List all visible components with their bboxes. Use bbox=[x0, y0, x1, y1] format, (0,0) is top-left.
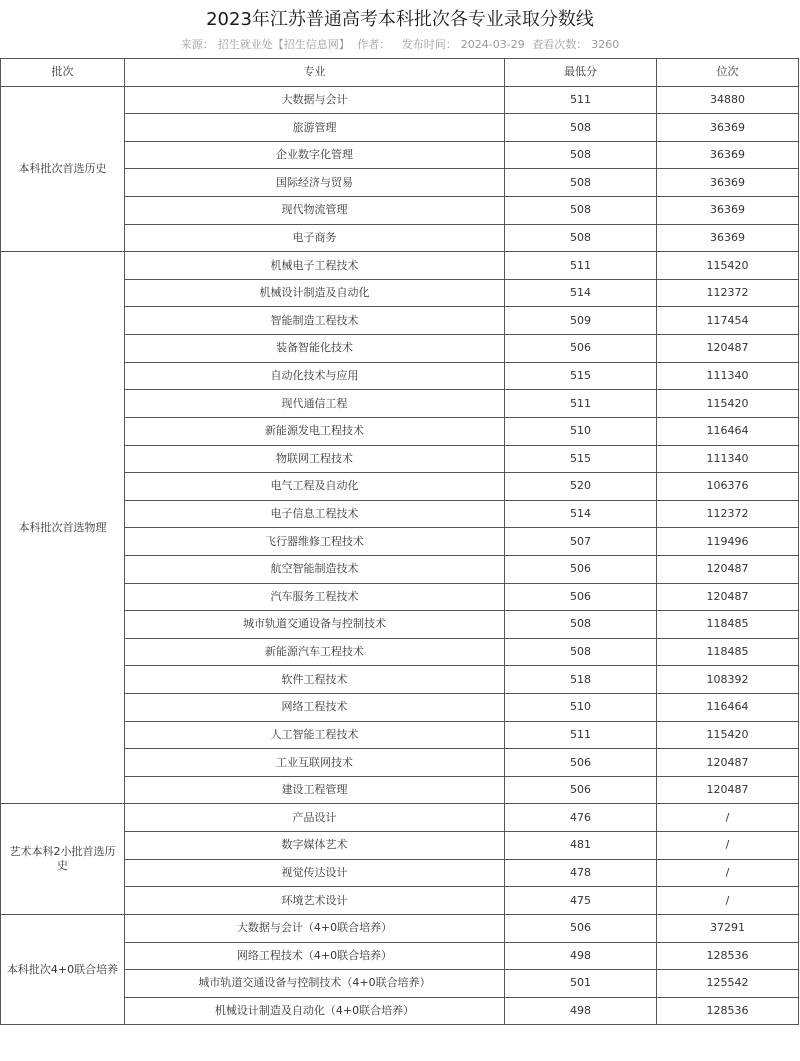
rank-cell: 115420 bbox=[657, 252, 799, 280]
major-cell: 电气工程及自动化 bbox=[125, 473, 505, 501]
rank-cell: / bbox=[657, 887, 799, 915]
major-cell: 城市轨道交通设备与控制技术（4+0联合培养） bbox=[125, 970, 505, 998]
table-row bbox=[1, 252, 799, 280]
min-score-cell: 508 bbox=[505, 114, 657, 142]
min-score-cell: 515 bbox=[505, 445, 657, 473]
min-score-cell: 511 bbox=[505, 252, 657, 280]
column-header-rank: 位次 bbox=[657, 59, 799, 87]
min-score-cell: 506 bbox=[505, 335, 657, 363]
major-cell: 电子商务 bbox=[125, 224, 505, 252]
min-score-cell: 506 bbox=[505, 749, 657, 777]
rank-cell: 34880 bbox=[657, 86, 799, 114]
table-body bbox=[1, 86, 799, 1025]
rank-cell: / bbox=[657, 859, 799, 887]
author-label: 作者： bbox=[357, 38, 391, 51]
rank-cell: 125542 bbox=[657, 970, 799, 998]
major-cell: 新能源汽车工程技术 bbox=[125, 638, 505, 666]
rank-cell: 111340 bbox=[657, 362, 799, 390]
rank-cell: 112372 bbox=[657, 500, 799, 528]
major-cell: 工业互联网技术 bbox=[125, 749, 505, 777]
major-cell: 现代通信工程 bbox=[125, 390, 505, 418]
batch-cell: 本科批次4+0联合培养 bbox=[1, 914, 125, 1024]
publish-date: 2024-03-29 bbox=[460, 38, 525, 51]
min-score-cell: 501 bbox=[505, 970, 657, 998]
rank-cell: 36369 bbox=[657, 197, 799, 225]
batch-cell: 本科批次首选物理 bbox=[1, 252, 125, 804]
major-cell: 现代物流管理 bbox=[125, 197, 505, 225]
major-cell: 机械设计制造及自动化 bbox=[125, 279, 505, 307]
major-cell: 国际经济与贸易 bbox=[125, 169, 505, 197]
major-cell: 城市轨道交通设备与控制技术 bbox=[125, 611, 505, 639]
min-score-cell: 510 bbox=[505, 694, 657, 722]
major-cell: 视觉传达设计 bbox=[125, 859, 505, 887]
rank-cell: 128536 bbox=[657, 942, 799, 970]
views-label: 查看次数： bbox=[532, 38, 588, 51]
min-score-cell: 476 bbox=[505, 804, 657, 832]
table-row bbox=[1, 86, 799, 114]
min-score-cell: 511 bbox=[505, 390, 657, 418]
rank-cell: / bbox=[657, 804, 799, 832]
rank-cell: 120487 bbox=[657, 749, 799, 777]
rank-cell: 36369 bbox=[657, 169, 799, 197]
min-score-cell: 507 bbox=[505, 528, 657, 556]
publish-label: 发布时间： bbox=[401, 38, 457, 51]
major-cell: 机械设计制造及自动化（4+0联合培养） bbox=[125, 997, 505, 1025]
rank-cell: 36369 bbox=[657, 141, 799, 169]
rank-cell: 36369 bbox=[657, 224, 799, 252]
major-cell: 电子信息工程技术 bbox=[125, 500, 505, 528]
major-cell: 环境艺术设计 bbox=[125, 887, 505, 915]
rank-cell: 128536 bbox=[657, 997, 799, 1025]
min-score-cell: 520 bbox=[505, 473, 657, 501]
batch-cell: 本科批次首选历史 bbox=[1, 86, 125, 252]
major-cell: 大数据与会计 bbox=[125, 86, 505, 114]
table-row bbox=[1, 804, 799, 832]
rank-cell: 119496 bbox=[657, 528, 799, 556]
rank-cell: 118485 bbox=[657, 638, 799, 666]
min-score-cell: 518 bbox=[505, 666, 657, 694]
major-cell: 建设工程管理 bbox=[125, 776, 505, 804]
major-cell: 企业数字化管理 bbox=[125, 141, 505, 169]
major-cell: 飞行器维修工程技术 bbox=[125, 528, 505, 556]
major-cell: 产品设计 bbox=[125, 804, 505, 832]
source-link[interactable]: 招生就业处【招生信息网】 bbox=[217, 38, 350, 51]
min-score-cell: 514 bbox=[505, 500, 657, 528]
min-score-cell: 508 bbox=[505, 197, 657, 225]
min-score-cell: 511 bbox=[505, 86, 657, 114]
major-cell: 机械电子工程技术 bbox=[125, 252, 505, 280]
major-cell: 装备智能化技术 bbox=[125, 335, 505, 363]
min-score-cell: 515 bbox=[505, 362, 657, 390]
views-count: 3260 bbox=[591, 38, 620, 51]
major-cell: 人工智能工程技术 bbox=[125, 721, 505, 749]
article-meta bbox=[0, 38, 800, 52]
min-score-cell: 506 bbox=[505, 583, 657, 611]
major-cell: 汽车服务工程技术 bbox=[125, 583, 505, 611]
min-score-cell: 508 bbox=[505, 141, 657, 169]
major-cell: 航空智能制造技术 bbox=[125, 555, 505, 583]
min-score-cell: 506 bbox=[505, 555, 657, 583]
major-cell: 大数据与会计（4+0联合培养） bbox=[125, 914, 505, 942]
major-cell: 软件工程技术 bbox=[125, 666, 505, 694]
source-label: 来源： bbox=[180, 38, 214, 51]
min-score-cell: 498 bbox=[505, 997, 657, 1025]
min-score-cell: 478 bbox=[505, 859, 657, 887]
rank-cell: 120487 bbox=[657, 776, 799, 804]
table-row bbox=[1, 914, 799, 942]
min-score-cell: 481 bbox=[505, 832, 657, 860]
rank-cell: 120487 bbox=[657, 583, 799, 611]
rank-cell: 117454 bbox=[657, 307, 799, 335]
min-score-cell: 506 bbox=[505, 914, 657, 942]
major-cell: 旅游管理 bbox=[125, 114, 505, 142]
min-score-cell: 508 bbox=[505, 638, 657, 666]
major-cell: 数字媒体艺术 bbox=[125, 832, 505, 860]
page-title: 2023年江苏普通高考本科批次各专业录取分数线 bbox=[206, 9, 594, 30]
major-cell: 网络工程技术（4+0联合培养） bbox=[125, 942, 505, 970]
rank-cell: 36369 bbox=[657, 114, 799, 142]
rank-cell: 116464 bbox=[657, 694, 799, 722]
major-cell: 新能源发电工程技术 bbox=[125, 417, 505, 445]
rank-cell: / bbox=[657, 832, 799, 860]
table-header-row bbox=[1, 59, 799, 87]
column-header-min-score: 最低分 bbox=[505, 59, 657, 87]
min-score-cell: 508 bbox=[505, 169, 657, 197]
min-score-cell: 498 bbox=[505, 942, 657, 970]
min-score-cell: 475 bbox=[505, 887, 657, 915]
min-score-cell: 508 bbox=[505, 224, 657, 252]
min-score-cell: 514 bbox=[505, 279, 657, 307]
rank-cell: 112372 bbox=[657, 279, 799, 307]
column-header-batch: 批次 bbox=[1, 59, 125, 87]
rank-cell: 116464 bbox=[657, 417, 799, 445]
min-score-cell: 510 bbox=[505, 417, 657, 445]
rank-cell: 108392 bbox=[657, 666, 799, 694]
rank-cell: 120487 bbox=[657, 335, 799, 363]
rank-cell: 106376 bbox=[657, 473, 799, 501]
major-cell: 物联网工程技术 bbox=[125, 445, 505, 473]
major-cell: 自动化技术与应用 bbox=[125, 362, 505, 390]
column-header-major: 专业 bbox=[125, 59, 505, 87]
rank-cell: 115420 bbox=[657, 390, 799, 418]
major-cell: 智能制造工程技术 bbox=[125, 307, 505, 335]
rank-cell: 111340 bbox=[657, 445, 799, 473]
min-score-cell: 509 bbox=[505, 307, 657, 335]
min-score-cell: 508 bbox=[505, 611, 657, 639]
rank-cell: 120487 bbox=[657, 555, 799, 583]
min-score-cell: 506 bbox=[505, 776, 657, 804]
rank-cell: 118485 bbox=[657, 611, 799, 639]
batch-cell: 艺术本科2小批首选历史 bbox=[1, 804, 125, 914]
rank-cell: 115420 bbox=[657, 721, 799, 749]
admission-score-table bbox=[0, 58, 799, 1025]
rank-cell: 37291 bbox=[657, 914, 799, 942]
min-score-cell: 511 bbox=[505, 721, 657, 749]
major-cell: 网络工程技术 bbox=[125, 694, 505, 722]
